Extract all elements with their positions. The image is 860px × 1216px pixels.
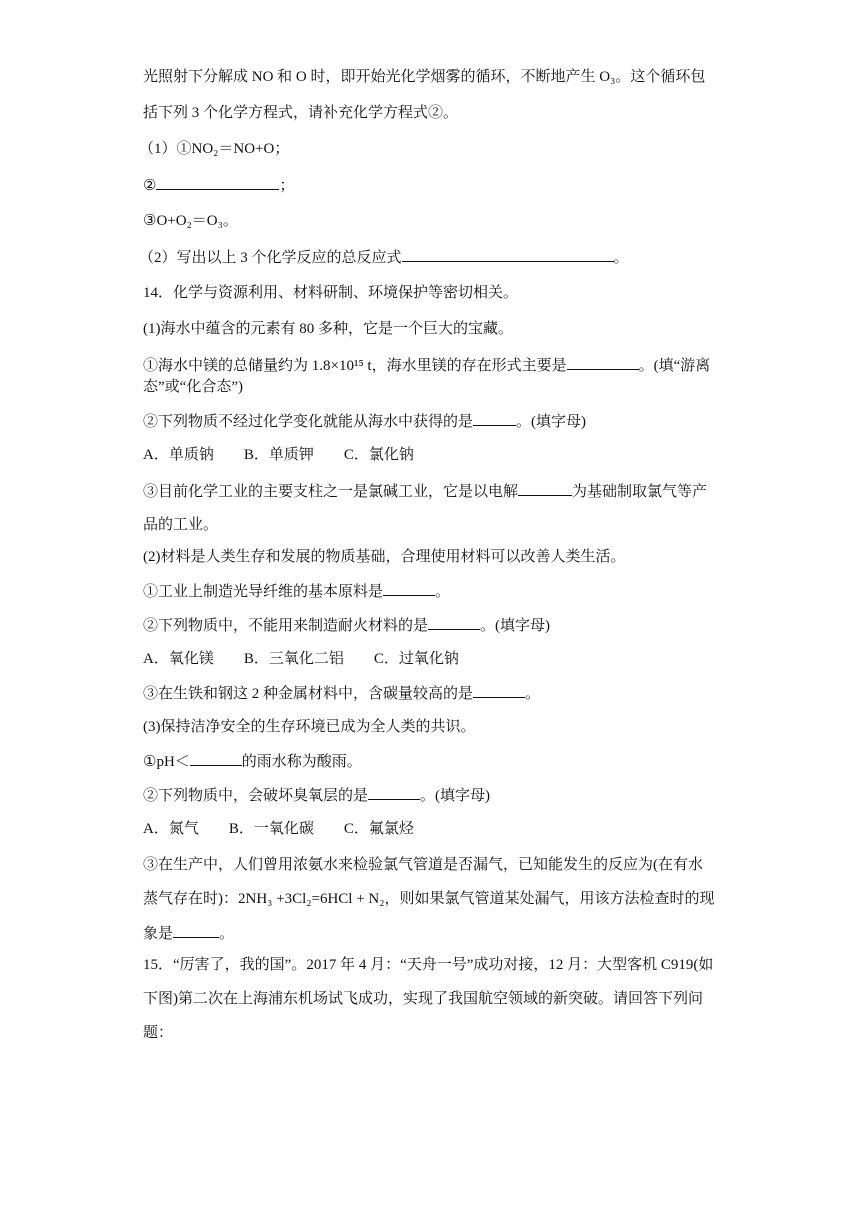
text-line: 括下列 3 个化学方程式，请补充化学方程式②。 [143,105,459,121]
text-fragment: 。 [219,926,235,942]
text-line [143,355,710,376]
text-fragment: 。 [435,584,451,600]
text-fragment: 。(填字母) [480,618,551,634]
text-line: ③在生产中，人们曾用浓氨水来检验氯气管道是否漏气，已知能发生的反应为(在有水 [143,857,703,873]
equation-2-label: ② [143,178,157,194]
answer-blank[interactable] [383,581,435,596]
text-line [143,411,586,432]
text-fragment: ①pH＜ [143,754,190,770]
equation-1: （1）①NO₂＝NO+O； [139,141,290,157]
text-line [143,615,550,636]
answer-blank[interactable] [173,923,219,938]
text-fragment: ②下列物质中，不能用来制造耐火材料的是 [143,618,429,634]
options-line: A．氮气 B．一氧化碳 C．氟氯烃 [143,821,414,837]
answer-blank[interactable] [473,683,525,698]
text-fragment: ； [279,178,295,194]
text-fragment: （2）写出以上 3 个化学反应的总反应式 [139,250,402,266]
text-fragment: ③目前化学工业的主要支柱之一是氯碱工业，它是以电解 [143,484,519,500]
text-fragment: 。(填“游离 [638,358,711,374]
question-14-title: 14．化学与资源利用、材料研制、环境保护等密切相关。 [143,285,519,301]
answer-blank[interactable] [190,751,242,766]
options-line: A．单质钠 B．单质钾 C．氯化钠 [143,447,414,463]
text-line [143,785,490,806]
text-fragment: 象是 [143,926,174,942]
options-line: A．氧化镁 B．三氧化二铝 C．过氧化钠 [143,651,459,667]
answer-blank[interactable] [402,247,614,262]
text-fragment: 。 [613,250,629,266]
equation-3: ③O+O₂＝O₃。 [143,213,238,229]
answer-blank[interactable] [518,481,572,496]
reaction-line: 蒸气存在时)：2NH₃ +3Cl₂=6HCl + N₂，则如果氯气管道某处漏气，用该方法检查时的现 [143,891,715,907]
answer-blank[interactable] [368,785,420,800]
text-fragment: 。(填字母) [420,788,491,804]
text-fragment: ①工业上制造光导纤维的基本原料是 [143,584,384,600]
equation-2-line [143,175,294,196]
text-line: (2)材料是人类生存和发展的物质基础，合理使用材料可以改善人类生活。 [143,549,626,565]
text-line: 下图)第二次在上海浦东机场试飞成功，实现了我国航空领域的新突破。请回答下列问 [143,991,703,1007]
text-line [143,751,362,772]
text-fragment: ②下列物质中，会破坏臭氧层的是 [143,788,369,804]
text-line: 题： [143,1025,174,1041]
text-fragment: 。 [525,686,541,702]
text-fragment: ①海水中镁的总储量约为 1.8×10¹⁵ t，海水里镁的存在形式主要是 [143,358,567,374]
question-15-title: 15．“厉害了，我的国”。2017 年 4 月：“天舟一号”成功对接，12 月：大型客机 C919(如 [143,957,714,973]
text-fragment: 为基础制取氯气等产 [572,484,708,500]
text-fragment: 的雨水称为酸雨。 [241,754,362,770]
text-line: (3)保持洁净安全的生存环境已成为全人类的共识。 [143,719,476,735]
text-fragment: ②下列物质不经过化学变化就能从海水中获得的是 [143,414,474,430]
answer-blank[interactable] [428,615,480,630]
text-fragment: ③在生铁和钢这 2 种金属材料中，含碳量较高的是 [143,686,474,702]
text-line [143,683,540,704]
text-line: 品的工业。 [143,517,219,533]
text-line: 光照射下分解成 NO 和 O 时，即开始光化学烟雾的循环，不断地产生 O₃。这个循环包 [143,69,706,85]
text-line: 态”或“化合态”) [143,379,243,395]
text-line [143,581,450,602]
text-line [143,481,707,502]
answer-blank[interactable] [156,175,279,190]
question-2-line [139,247,629,268]
text-line: (1)海水中蕴含的元素有 80 多种，它是一个巨大的宝藏。 [143,321,513,337]
text-line [143,923,234,944]
text-fragment: 。(填字母) [516,414,587,430]
answer-blank[interactable] [567,355,639,370]
answer-blank[interactable] [473,411,516,426]
